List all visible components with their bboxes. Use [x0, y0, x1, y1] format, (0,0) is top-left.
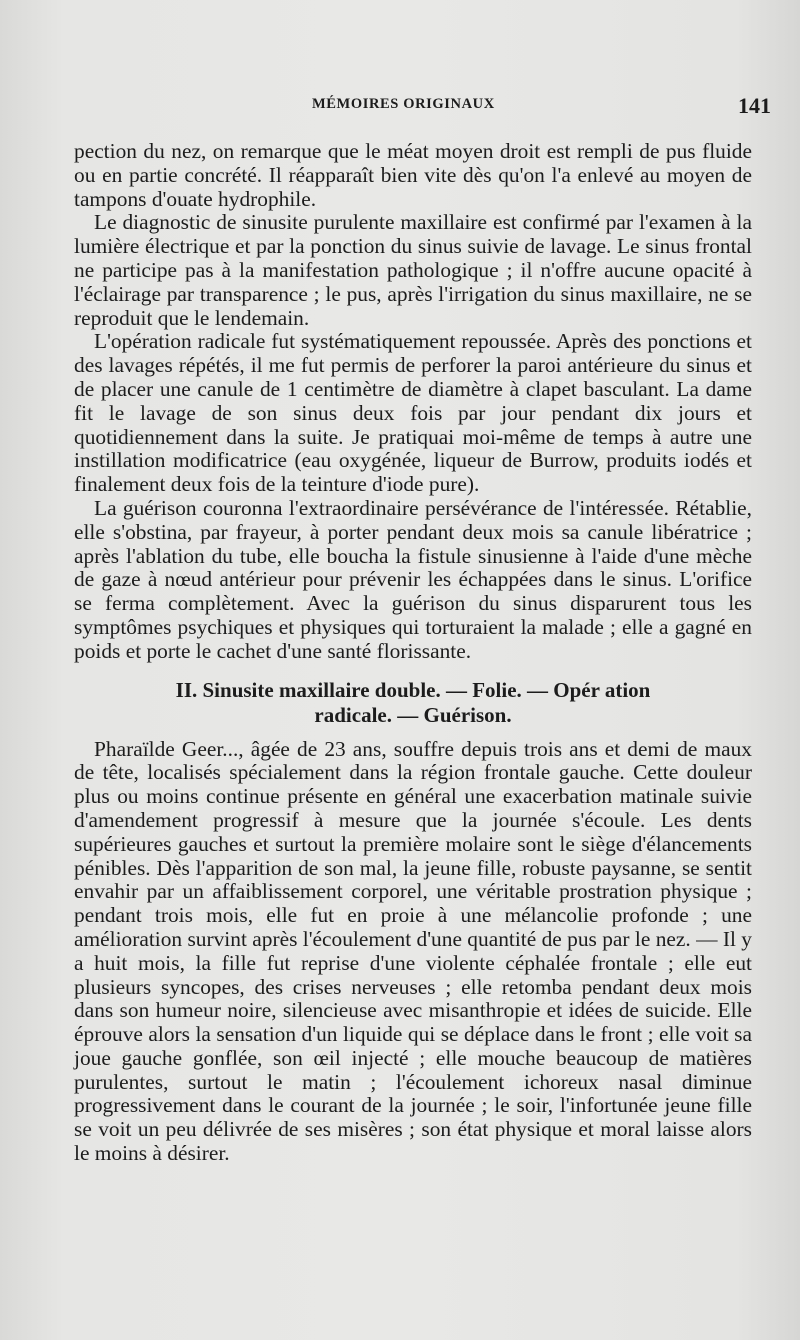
- paragraph-operation: L'opération radicale fut systématiquement repoussée. Après des ponctions et des lavages répétés, il me fut permis de perforer la paroi antérieure du sinus et de placer une canule de 1 centimètre de diamètre à clapet basculant. La dame fit le lavage de son sinus deux fois par jour pendant dix jours et quotidiennement dans la suite. Je pratiquai moi-même de temps à autre une instillation modificatrice (eau oxygénée, liqueur de Burrow, produits iodés et finalement deux fois de la teinture d'iode pure).: [74, 329, 752, 497]
- paragraph-case-description: Pharaïlde Geer..., âgée de 23 ans, souffre depuis trois ans et demi de maux de tête, localisés spécialement dans la région frontale gauche. Cette douleur plus ou moins continue présente en général une exacerbation matinale suivie d'amendement progressif à mesure que la journée s'écoule. Les dents supérieures gauches et surtout la première molaire sont le siège d'élancements pénibles. Dès l'apparition de son mal, la jeune fille, robuste paysanne, se sentit envahir par un affaiblissement corporel, une véritable prostration physique ; pendant trois mois, elle fut en proie à une mélancolie profonde ; une amélioration survint après l'écoulement d'une quantité de pus par le nez. — Il y a huit mois, la fille fut reprise d'une violente céphalée frontale ; elle eut plusieurs syncopes, des crises nerveuses ; elle retomba pendant deux mois dans son humeur noire, silencieuse avec misanthropie et idées de suicide. Elle éprouve alors la sensation d'un liquide qui se déplace dans le front ; elle voit sa joue gauche gonflée, son œil injecté ; elle mouche beaucoup de matières purulentes, surtout le matin ; l'écoulement ichoreux nasal diminue progressivement dans le courant de la journée ; le soir, l'infortunée jeune fille se voit un peu délivrée de ses misères ; son état physique et moral laisse alors le moins à désirer.: [74, 736, 752, 1166]
- paragraph-recovery: La guérison couronna l'extraordinaire persévérance de l'intéressée. Rétablie, elle s'obstina, par frayeur, à porter pendant deux mois sa canule libératrice ; après l'ablation du tube, elle boucha la fistule sinusienne à l'aide d'une mèche de gaze à nœud antérieur pour prévenir les échappées dans le sinus. L'orifice se ferma complètement. Avec la guérison du sinus disparurent tous les symptômes psychiques et physiques qui torturaient la malade ; elle a gagné en poids et porte le cachet d'une santé florissante.: [74, 495, 752, 663]
- running-title: MÉMOIRES ORIGINAUX: [312, 96, 495, 112]
- body-text: [74, 140, 752, 1166]
- section-heading-line-2: radicale. — Guérison.: [314, 702, 512, 727]
- running-header: [0, 93, 800, 126]
- paragraph-continued: pection du nez, on remarque que le méat moyen droit est rempli de pus fluide ou en partie concrété. Il réapparaît bien vite dès qu'on l'a enlevé au moyen de tampons d'ouate hydrophile.: [74, 139, 752, 211]
- page-number: 141: [738, 93, 771, 118]
- section-heading-line-1: II. Sinusite maxillaire double. — Folie. — Opér ation: [175, 677, 651, 702]
- section-heading: [74, 678, 752, 728]
- paragraph-diagnosis: Le diagnostic de sinusite purulente maxillaire est confirmé par l'examen à la lumière électrique et par la ponction du sinus suivie de lavage. Le sinus frontal ne participe pas à la manifestation pathologique ; il n'offre aucune opacité à l'éclairage par transparence ; le pus, après l'irrigation du sinus maxillaire, ne se reproduit que le lendemain.: [74, 210, 752, 330]
